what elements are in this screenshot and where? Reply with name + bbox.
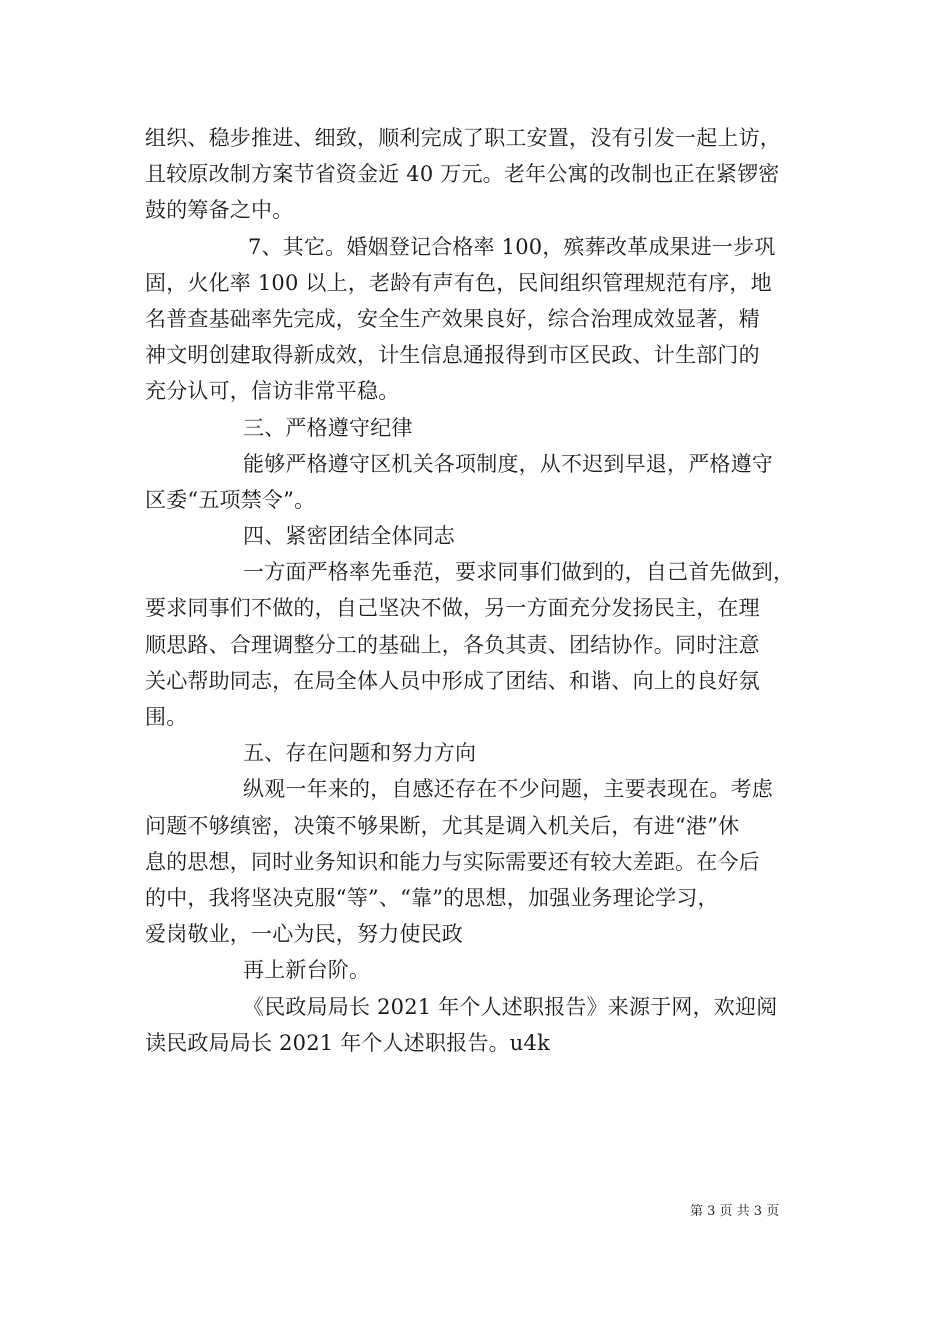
text-line: 读民政局局长 2021 年个人述职报告。u4k — [145, 1030, 551, 1055]
paragraph-start: 一方面严格率先垂范，要求同事们做到的，自己首先做到， — [243, 560, 795, 585]
text-line: 区委“五项禁令”。 — [145, 487, 316, 512]
text-line: 且较原改制方案节省资金近 40 万元。老年公寓的改制也正在紧锣密 — [145, 162, 780, 187]
paragraph-start: 能够严格遵守区机关各项制度，从不迟到早退，严格遵守 — [243, 451, 773, 476]
paragraph-start: 再上新台阶。 — [243, 958, 371, 983]
text-line: 息的思想，同时业务知识和能力与实际需要还有较大差距。在今后 — [145, 849, 760, 874]
section-heading: 三、严格遵守纪律 — [243, 415, 413, 440]
text-line: 充分认可，信访非常平稳。 — [145, 379, 400, 404]
text-line: 要求同事们不做的，自己坚决不做，另一方面充分发扬民主，在理 — [145, 596, 760, 621]
text-line: 围。 — [145, 705, 188, 729]
text-line: 顺思路、合理调整分工的基础上，各负其责、团结协作。同时注意 — [145, 632, 760, 657]
text-line: 组织、稳步推进、细致，顺利完成了职工安置，没有引发一起上访， — [145, 126, 781, 150]
paragraph-start: 《民政局局长 2021 年个人述职报告》来源于网，欢迎阅 — [243, 994, 778, 1019]
text-line: 问题不够缜密，决策不够果断，尤其是调入机关后，有进“港”休 — [145, 813, 740, 838]
page-number-footer: 第 3 页 共 3 页 — [690, 1204, 780, 1219]
list-item-heading: 7、其它。婚姻登记合格率 100，殡葬改革成果进一步巩 — [248, 234, 776, 259]
paragraph-start: 纵观一年来的，自感还存在不少问题，主要表现在。考虑 — [243, 777, 773, 802]
document-body — [145, 120, 810, 1061]
section-heading: 五、存在问题和努力方向 — [243, 741, 477, 766]
text-line: 鼓的筹备之中。 — [145, 198, 294, 223]
text-line: 神文明创建取得新成效，计生信息通报得到市区民政、计生部门的 — [145, 343, 760, 368]
text-line: 关心帮助同志，在局全体人员中形成了团结、和谐、向上的良好氛 — [145, 668, 760, 693]
section-heading: 四、紧密团结全体同志 — [243, 524, 455, 549]
text-line: 的中，我将坚决克服“等”、“靠”的思想，加强业务理论学习， — [145, 885, 719, 910]
text-line: 固，火化率 100 以上，老龄有声有色，民间组织管理规范有序，地 — [145, 270, 772, 295]
text-line: 爱岗敬业，一心为民，努力使民政 — [145, 922, 463, 947]
text-line: 名普查基础率先完成，安全生产效果良好，综合治理成效显著，精 — [145, 306, 760, 331]
